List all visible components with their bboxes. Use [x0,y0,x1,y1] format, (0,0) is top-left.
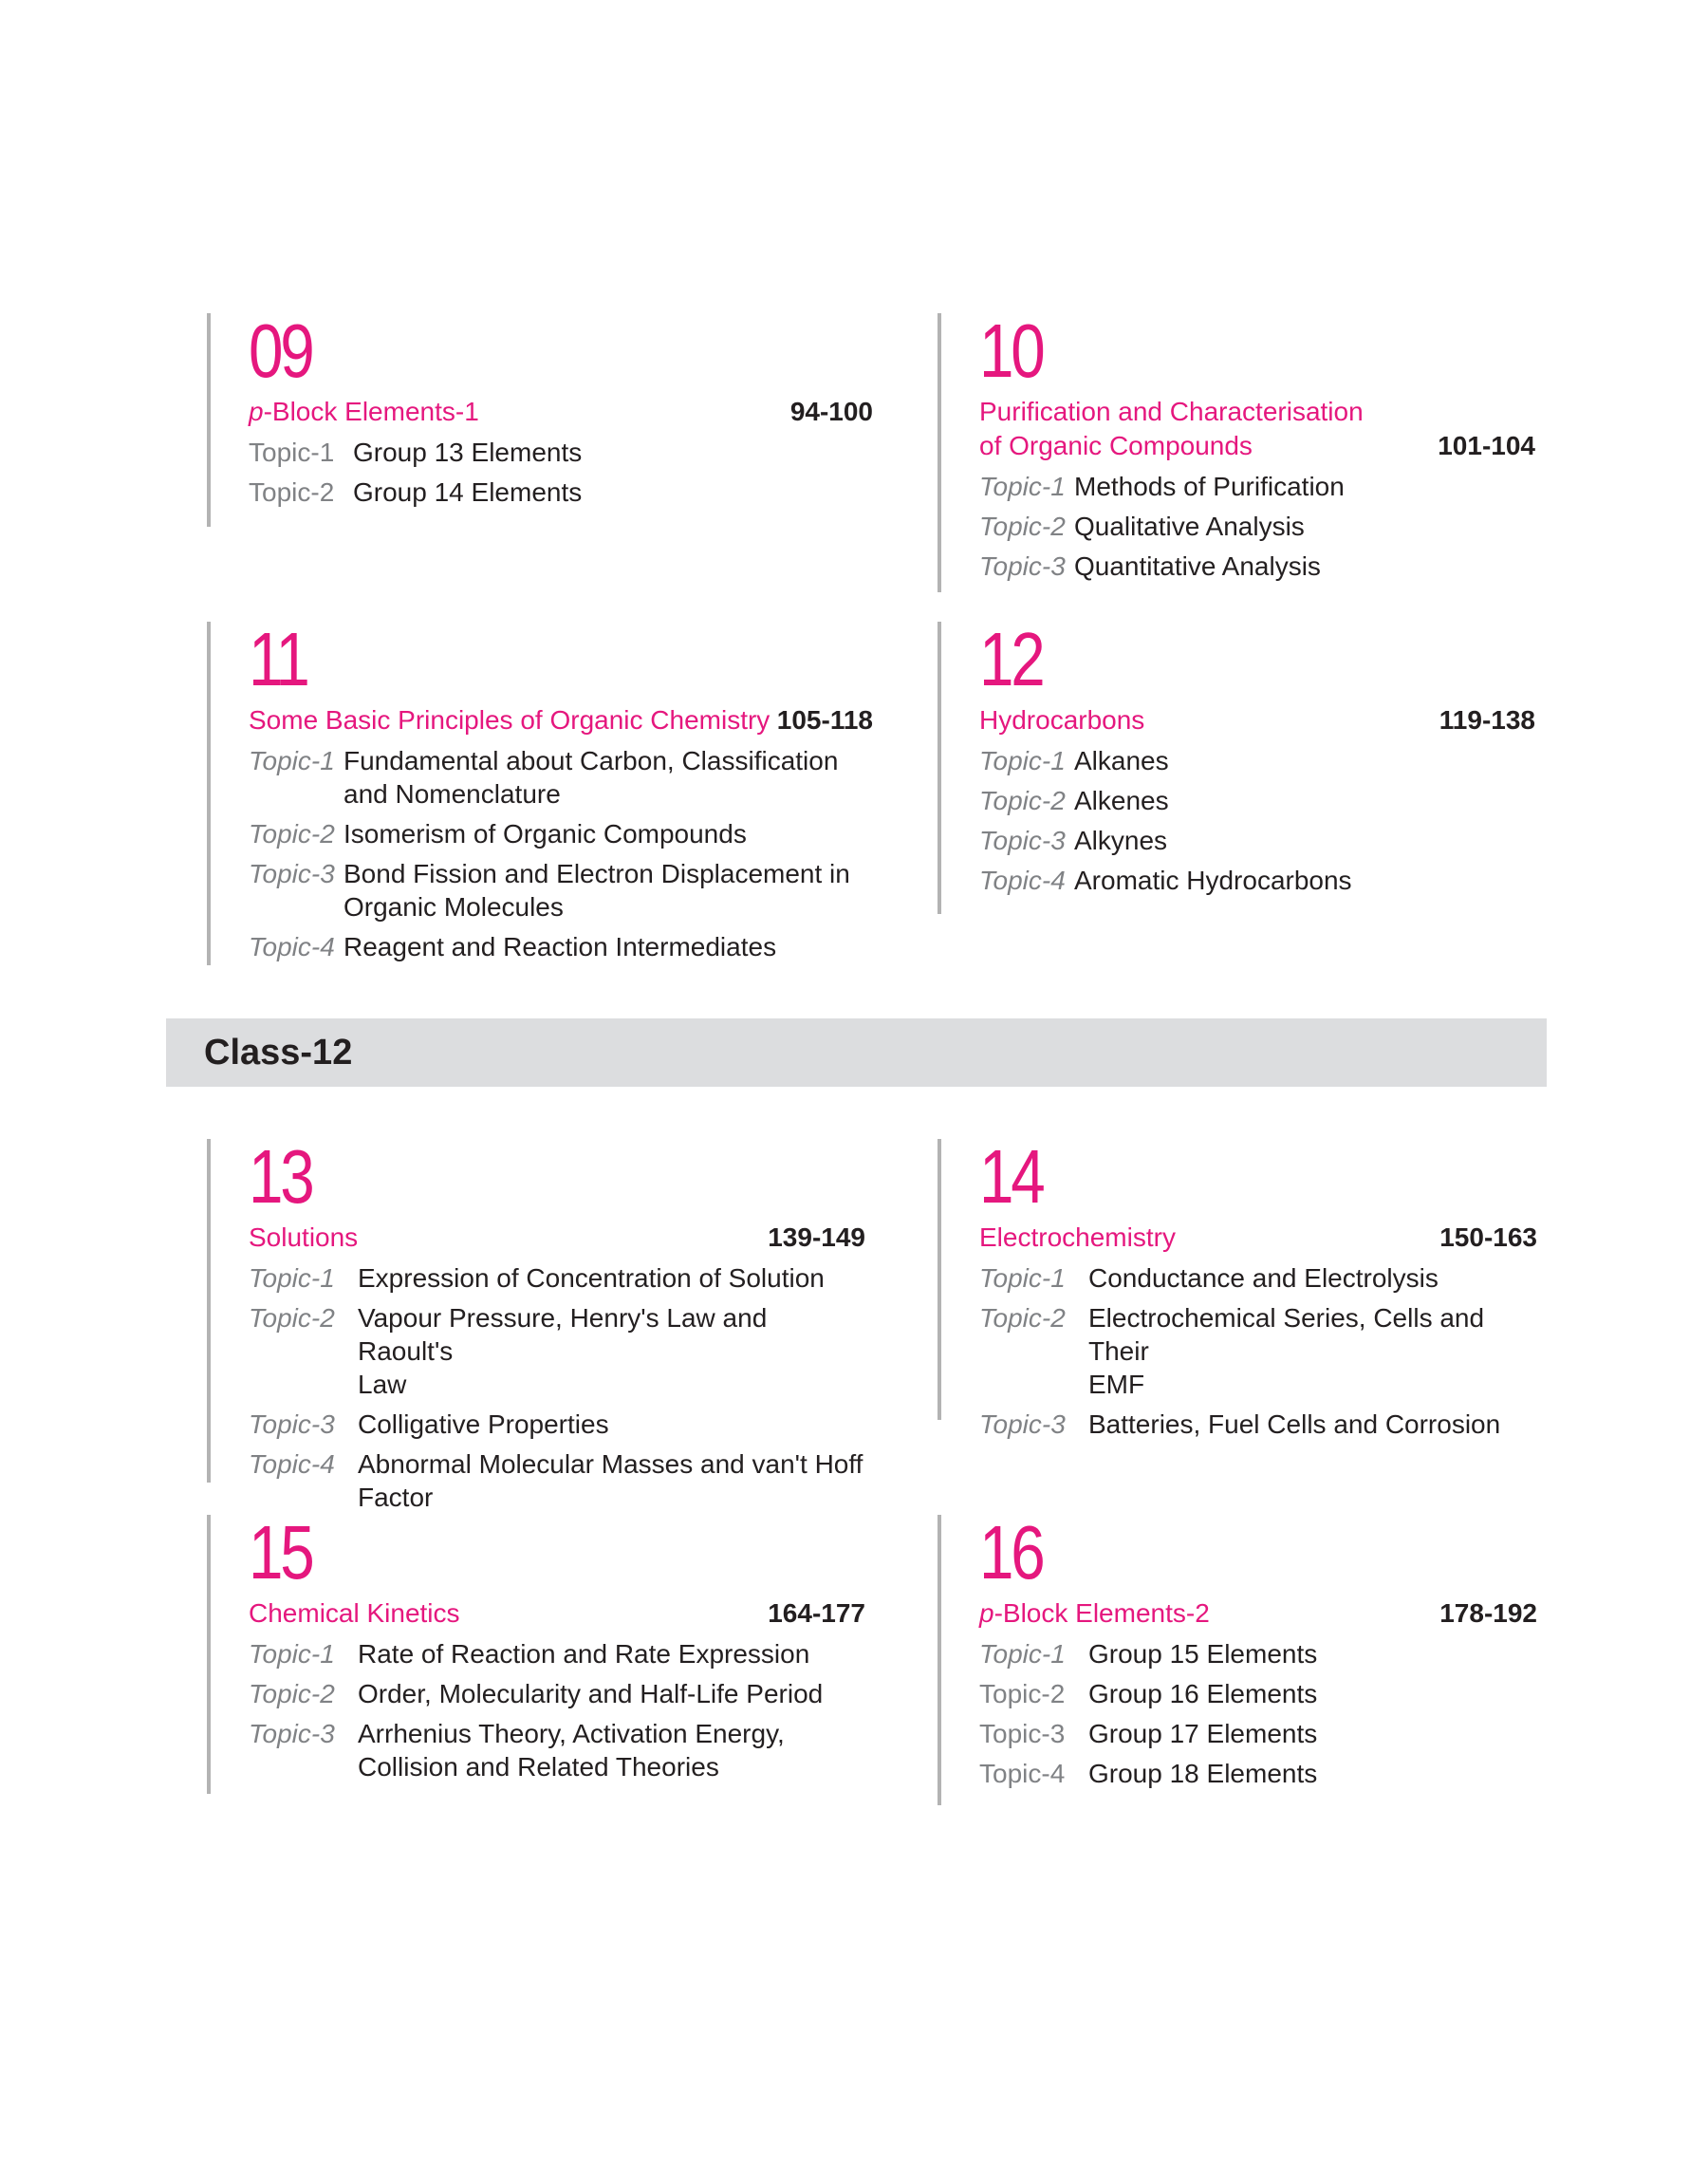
topic-row[interactable] [979,1301,1537,1401]
topic-label: Topic-2 [249,1679,335,1708]
topic-text: Rate of Reaction and Rate Expression [358,1639,810,1669]
topic-row[interactable] [979,510,1535,543]
topic-row[interactable] [249,1447,865,1514]
page-range: 105-118 [776,705,873,735]
chapter-heading [979,703,1535,737]
topic-label: Topic-1 [979,1639,1066,1669]
topic-row[interactable] [979,1677,1537,1710]
topic-row[interactable] [249,1637,865,1670]
topic-row[interactable] [979,744,1535,777]
topic-row[interactable] [249,476,873,509]
chapter-title[interactable]: p-Block Elements-1 [249,397,479,426]
topic-text: Alkynes [1074,826,1168,855]
topic-text: Quantitative Analysis [1074,551,1321,581]
chapter-heading [249,703,873,737]
topic-text: Conductance and Electrolysis [1088,1263,1439,1293]
topic-row[interactable] [249,744,873,811]
chapter-title[interactable]: p-Block Elements-2 [979,1598,1210,1628]
topic-row[interactable] [249,930,873,963]
topic-text: Arrhenius Theory, Activation Energy, Collision and Related Theories [358,1719,785,1782]
topic-label: Topic-2 [979,1303,1066,1333]
topic-text: Group 16 Elements [1088,1679,1318,1708]
topic-label: Topic-2 [979,512,1066,541]
chapter-title[interactable]: Electrochemistry [979,1222,1176,1252]
topic-label: Topic-3 [249,1409,335,1439]
topic-label: Topic-4 [979,1759,1066,1788]
topic-text: Alkanes [1074,746,1169,775]
page-range: 164-177 [768,1598,865,1628]
page-range: 139-149 [768,1222,865,1252]
topic-row[interactable] [979,1408,1537,1441]
topic-row[interactable] [979,1261,1537,1295]
topic-text: Group 13 Elements [353,438,583,467]
topic-text: Methods of Purification [1074,472,1345,501]
chapter-heading [249,1221,865,1255]
topic-row[interactable] [979,784,1535,817]
chapter-10 [938,308,1535,592]
topic-row[interactable] [979,824,1535,857]
page-range: 101-104 [1438,431,1535,460]
topic-text: Group 15 Elements [1088,1639,1318,1669]
topic-label: Topic-3 [979,826,1066,855]
topic-label: Topic-3 [979,1719,1066,1748]
topic-row[interactable] [249,1408,865,1441]
chapter-heading [249,1596,865,1631]
class-label: Class-12 [204,1033,353,1073]
page-range: 150-163 [1439,1222,1537,1252]
chapter-15 [207,1510,865,1794]
topic-text: Group 18 Elements [1088,1759,1318,1788]
topic-text: Isomerism of Organic Compounds [343,819,747,849]
chapter-number: 10 [979,308,1043,393]
topic-label: Topic-2 [249,819,335,849]
topic-label: Topic-3 [979,551,1066,581]
chapter-title[interactable]: Some Basic Principles of Organic Chemistry [249,705,770,735]
topic-text: Alkenes [1074,786,1169,815]
topic-text: Expression of Concentration of Solution [358,1263,825,1293]
topic-row[interactable] [979,550,1535,583]
chapter-number: 09 [249,308,312,393]
chapter-number: 16 [979,1510,1043,1595]
topic-label: Topic-1 [979,746,1066,775]
chapter-16 [938,1510,1537,1805]
chapter-heading [249,395,873,429]
topic-label: Topic-4 [979,866,1066,895]
topic-text: Group 17 Elements [1088,1719,1318,1748]
topic-row[interactable] [249,1677,865,1710]
chapter-title[interactable]: Hydrocarbons [979,705,1145,735]
topic-row[interactable] [249,857,873,924]
topic-label: Topic-1 [979,472,1066,501]
topic-row[interactable] [249,436,873,469]
page-range: 94-100 [789,397,873,426]
page-range: 178-192 [1439,1598,1537,1628]
topic-label: Topic-4 [249,1449,335,1479]
topic-label: Topic-2 [249,1303,335,1333]
topic-label: Topic-2 [249,477,335,507]
topic-row[interactable] [979,1717,1537,1750]
chapter-heading [979,395,1535,463]
chapter-12 [938,617,1535,914]
topic-label: Topic-3 [249,859,335,888]
topic-text: Group 14 Elements [353,477,583,507]
topic-text: Colligative Properties [358,1409,609,1439]
topic-row[interactable] [249,1717,865,1783]
topic-text: Qualitative Analysis [1074,512,1305,541]
topic-label: Topic-3 [979,1409,1066,1439]
chapter-title[interactable]: Purification and Characterisation of Organic Compounds [979,397,1364,460]
page-range: 119-138 [1439,705,1535,735]
chapter-heading [979,1596,1537,1631]
chapter-13 [207,1134,865,1512]
topic-row[interactable] [249,1261,865,1295]
topic-text: Aromatic Hydrocarbons [1074,866,1352,895]
chapter-09 [207,308,873,527]
chapter-title[interactable]: Chemical Kinetics [249,1598,460,1628]
topic-text: Order, Molecularity and Half-Life Period [358,1679,824,1708]
topic-label: Topic-4 [249,932,335,961]
topic-text: Vapour Pressure, Henry's Law and Raoult's Law [358,1303,768,1399]
chapter-number: 12 [979,617,1043,701]
topic-text: Fundamental about Carbon, Classification and Nomenclature [343,746,839,809]
topic-row[interactable] [249,1301,865,1401]
topic-label: Topic-2 [979,1679,1066,1708]
topic-text: Reagent and Reaction Intermediates [343,932,777,961]
topic-label: Topic-1 [249,438,335,467]
topic-row[interactable] [249,817,873,850]
topic-label: Topic-1 [979,1263,1066,1293]
topic-row[interactable] [979,1637,1537,1670]
chapter-number: 13 [249,1134,312,1219]
topic-text: Bond Fission and Electron Displacement in Organic Molecules [343,859,850,922]
topic-label: Topic-2 [979,786,1066,815]
class-section-header [166,1018,1547,1087]
topic-label: Topic-1 [249,1639,335,1669]
topic-row[interactable] [979,470,1535,503]
topic-text: Batteries, Fuel Cells and Corrosion [1088,1409,1501,1439]
topic-label: Topic-1 [249,746,335,775]
topic-label: Topic-1 [249,1263,335,1293]
chapter-11 [207,617,873,965]
chapter-14 [938,1134,1537,1439]
chapter-number: 11 [249,617,307,701]
topic-row[interactable] [979,864,1535,897]
chapter-number: 15 [249,1510,312,1595]
chapter-heading [979,1221,1537,1255]
topic-text: Electrochemical Series, Cells and Their EMF [1088,1303,1485,1399]
topic-label: Topic-3 [249,1719,335,1748]
chapter-number: 14 [979,1134,1043,1219]
topic-text: Abnormal Molecular Masses and van't Hoff Factor [358,1449,863,1512]
chapter-title[interactable]: Solutions [249,1222,359,1252]
topic-row[interactable] [979,1757,1537,1790]
